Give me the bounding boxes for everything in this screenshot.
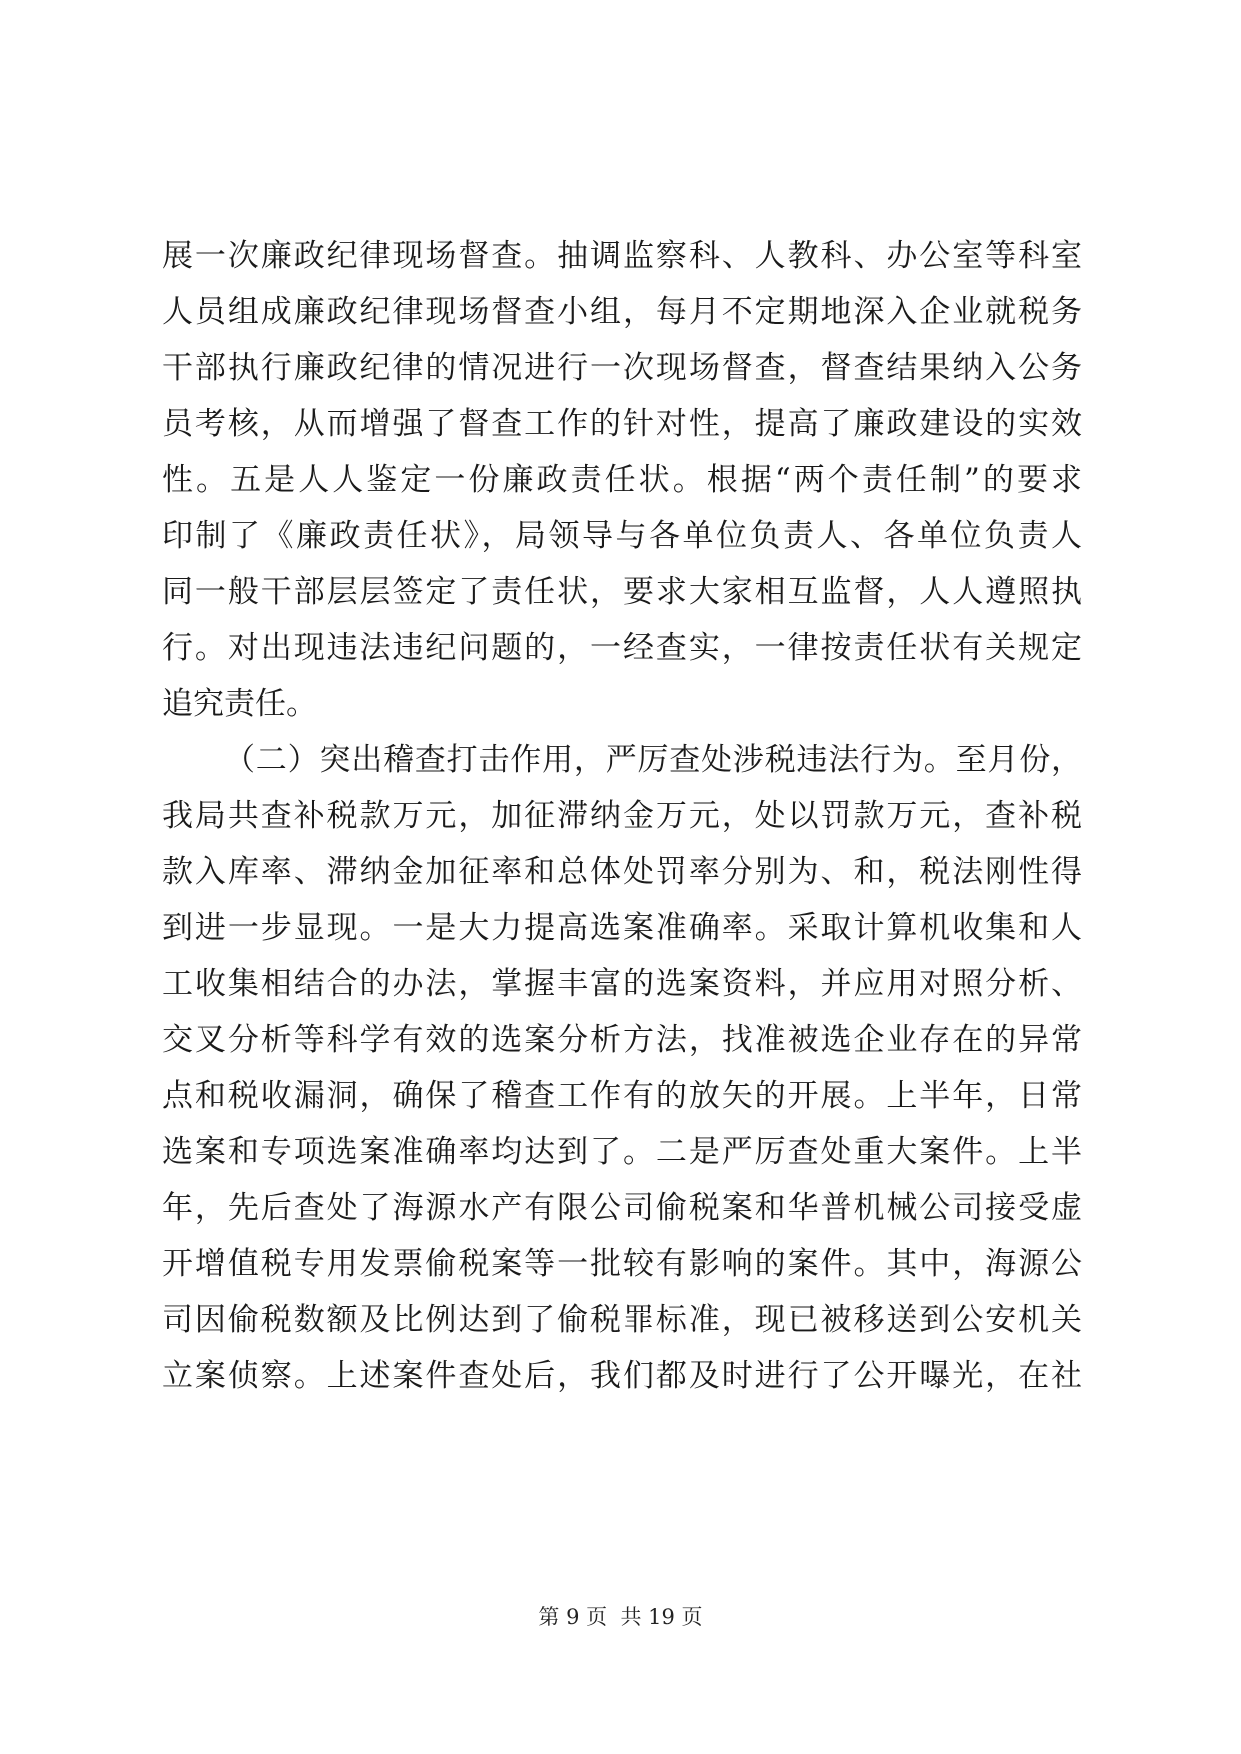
section-heading-line: （二）突出稽查打击作用，严厉查处涉税违法行为。至月份， bbox=[224, 742, 1082, 778]
body-text bbox=[162, 228, 1082, 1404]
text-line: 印制了《廉政责任状》，局领导与各单位负责人、各单位负责人 bbox=[162, 518, 1082, 554]
text-line: 员考核，从而增强了督查工作的针对性，提高了廉政建设的实效 bbox=[162, 406, 1082, 442]
text-line: 司因偷税数额及比例达到了偷税罪标准，现已被移送到公安机关 bbox=[162, 1302, 1082, 1338]
text-line: 点和税收漏洞，确保了稽查工作有的放矢的开展。上半年，日常 bbox=[162, 1078, 1082, 1114]
text-line: 性。五是人人鉴定一份廉政责任状。根据“两个责任制”的要求 bbox=[162, 462, 1082, 498]
text-line: 选案和专项选案准确率均达到了。二是严厉查处重大案件。上半 bbox=[162, 1134, 1082, 1170]
text-line: 人员组成廉政纪律现场督查小组，每月不定期地深入企业就税务 bbox=[162, 294, 1082, 330]
page-footer bbox=[0, 1603, 1241, 1631]
text-line: 工收集相结合的办法，掌握丰富的选案资料，并应用对照分析、 bbox=[162, 966, 1082, 1002]
text-line: 交叉分析等科学有效的选案分析方法，找准被选企业存在的异常 bbox=[162, 1022, 1082, 1058]
text-line: 同一般干部层层签定了责任状，要求大家相互监督，人人遵照执 bbox=[162, 574, 1082, 610]
text-line: 开增值税专用发票偷税案等一批较有影响的案件。其中，海源公 bbox=[162, 1246, 1082, 1282]
text-line: 到进一步显现。一是大力提高选案准确率。采取计算机收集和人 bbox=[162, 910, 1082, 946]
text-line: 行。对出现违法违纪问题的，一经查实，一律按责任状有关规定 bbox=[162, 630, 1082, 666]
text-line: 展一次廉政纪律现场督查。抽调监察科、人教科、办公室等科室 bbox=[162, 238, 1082, 274]
page-number: 第 9 页 共 19 页 bbox=[538, 1605, 703, 1629]
text-line: 我局共查补税款万元，加征滞纳金万元，处以罚款万元，查补税 bbox=[162, 798, 1082, 834]
text-line: 干部执行廉政纪律的情况进行一次现场督查，督查结果纳入公务 bbox=[162, 350, 1082, 386]
text-line: 追究责任。 bbox=[162, 686, 317, 722]
text-line: 年，先后查处了海源水产有限公司偷税案和华普机械公司接受虚 bbox=[162, 1190, 1082, 1226]
text-line: 立案侦察。上述案件查处后，我们都及时进行了公开曝光，在社 bbox=[162, 1358, 1082, 1394]
text-line: 款入库率、滞纳金加征率和总体处罚率分别为、和，税法刚性得 bbox=[162, 854, 1082, 890]
